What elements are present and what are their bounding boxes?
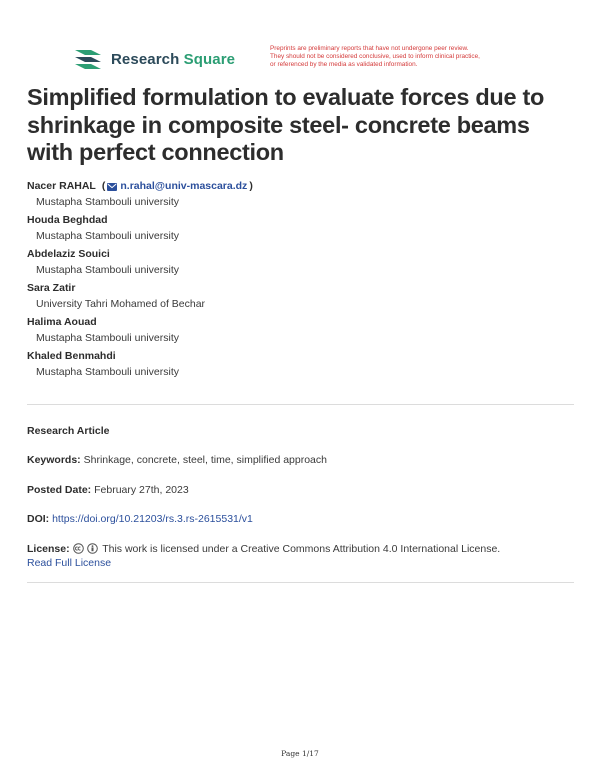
read-full-license-link[interactable]: Read Full License: [27, 557, 112, 569]
author-name: Abdelaziz Souici: [27, 248, 110, 260]
research-square-logo[interactable]: [73, 47, 235, 71]
logo-wordmark: Research Square: [111, 50, 236, 68]
author-affiliation: Mustapha Stambouli university: [36, 230, 179, 242]
article-title: Simplified formulation to evaluate forces due to shrinkage in composite steel- concrete beams with perfect connection: [27, 84, 545, 165]
author: [27, 180, 572, 209]
research-square-logo-icon: [73, 47, 103, 71]
author: [27, 316, 572, 345]
section-divider: [27, 582, 574, 583]
envelope-icon: [107, 183, 117, 191]
section-divider: [27, 404, 574, 405]
preprint-notice-line: They should not be considered conclusive, used to inform clinical practice,: [270, 53, 480, 60]
author-name: Khaled Benmahdi: [27, 350, 116, 362]
license-label: License:: [27, 543, 70, 555]
email-close-paren: ): [249, 180, 253, 192]
keywords-label: Keywords:: [27, 454, 81, 466]
author-affiliation: Mustapha Stambouli university: [36, 264, 179, 276]
posted-date: [27, 483, 577, 497]
page-number: Page 1/17: [281, 749, 319, 758]
author: [27, 282, 572, 311]
posted-date-label: Posted Date:: [27, 484, 92, 496]
email-open-paren: (: [101, 180, 106, 192]
doi: [27, 512, 577, 526]
preprint-notice-line: or referenced by the media as validated information.: [270, 61, 418, 68]
keywords-value: Shrinkage, concrete, steel, time, simplified approach: [83, 454, 327, 466]
author-email-link[interactable]: n.rahal@univ-mascara.dz: [107, 180, 247, 193]
preprint-notice: [270, 45, 540, 69]
license-text: This work is licensed under a Creative Commons Attribution 4.0 International License.: [102, 543, 501, 555]
author-list: [27, 180, 572, 384]
doi-link[interactable]: https://doi.org/10.21203/rs.3.rs-2615531/v1: [52, 513, 253, 525]
author-name: Sara Zatir: [27, 282, 76, 294]
attribution-icon[interactable]: [87, 543, 98, 554]
author-affiliation: Mustapha Stambouli university: [36, 196, 179, 208]
keywords: [27, 453, 577, 467]
doi-label: DOI:: [27, 513, 50, 525]
author-name: Nacer RAHAL: [27, 180, 96, 192]
author: [27, 350, 572, 379]
author-affiliation: University Tahri Mohamed of Bechar: [36, 298, 206, 310]
posted-date-value: February 27th, 2023: [94, 484, 189, 496]
article-type: Research Article: [27, 425, 110, 437]
author-affiliation: Mustapha Stambouli university: [36, 332, 179, 344]
author: [27, 248, 572, 277]
author-name: Houda Beghdad: [27, 214, 108, 226]
author: [27, 214, 572, 243]
preprint-notice-line: Preprints are preliminary reports that have not undergone peer review.: [270, 45, 469, 52]
license: [27, 542, 577, 570]
creative-commons-icon[interactable]: [73, 543, 84, 554]
author-affiliation: Mustapha Stambouli university: [36, 366, 179, 378]
author-name: Halima Aouad: [27, 316, 97, 328]
